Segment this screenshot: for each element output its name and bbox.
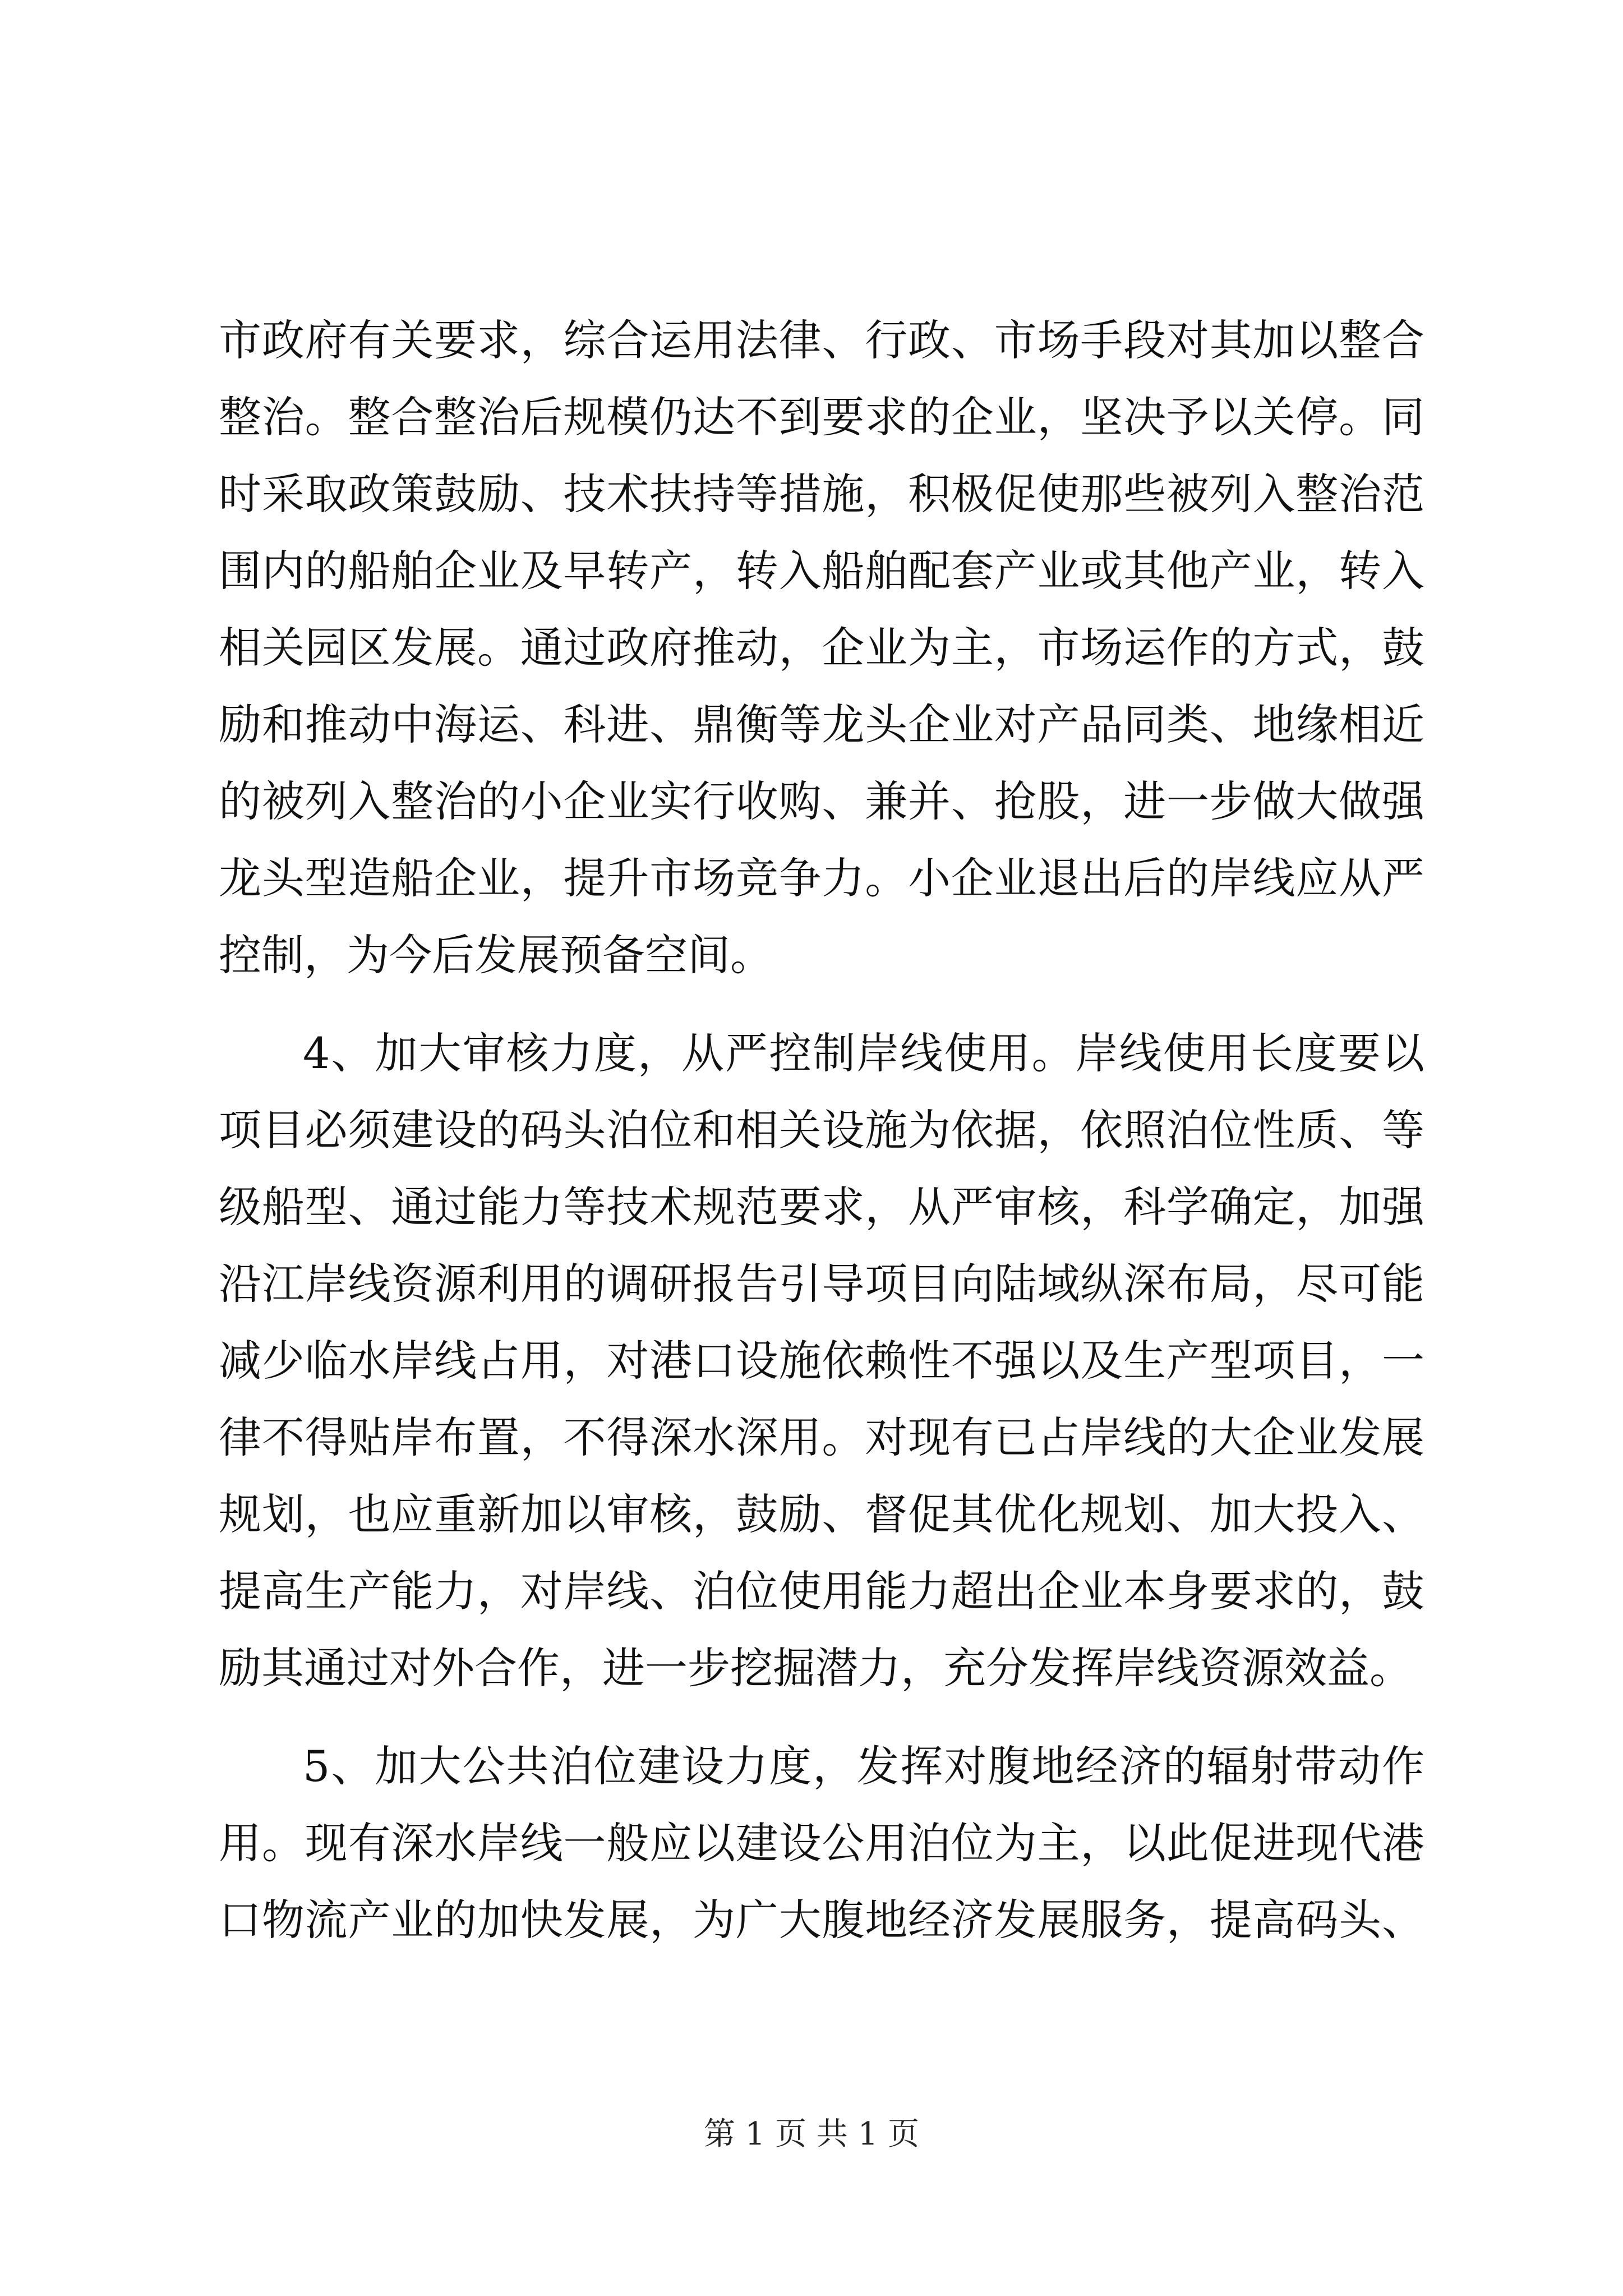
text-line: 市政府有关要求，综合运用法律、行政、市场手段对其加以整合 bbox=[219, 315, 1424, 365]
document-body bbox=[219, 302, 1424, 1958]
text-line: 提高生产能力，对岸线、泊位使用能力超出企业本身要求的，鼓 bbox=[219, 1566, 1424, 1616]
text-line: 励和推动中海运、科进、鼎衡等龙头企业对产品同类、地缘相近 bbox=[219, 700, 1424, 749]
text-line: 励其通过对外合作，进一步挖掘潜力，充分发挥岸线资源效益。 bbox=[219, 1643, 1412, 1693]
text-line: 龙头型造船企业，提升市场竞争力。小企业退出后的岸线应从严 bbox=[219, 853, 1424, 903]
text-line: 围内的船舶企业及早转产，转入船舶配套产业或其他产业，转入 bbox=[219, 546, 1424, 596]
text-line: 时采取政策鼓励、技术扶持等措施，积极促使那些被列入整治范 bbox=[219, 469, 1424, 519]
text-line: 级船型、通过能力等技术规范要求，从严审核，科学确定，加强 bbox=[219, 1182, 1424, 1232]
text-line: 相关园区发展。通过政府推动，企业为主，市场运作的方式，鼓 bbox=[219, 623, 1424, 673]
text-line: 沿江岸线资源利用的调研报告引导项目向陆域纵深布局，尽可能 bbox=[219, 1259, 1424, 1309]
text-line: 减少临水岸线占用，对港口设施依赖性不强以及生产型项目，一 bbox=[219, 1336, 1424, 1386]
page-footer: 第 1 页 共 1 页 bbox=[703, 2116, 920, 2152]
text-line: 项目必须建设的码头泊位和相关设施为依据，依照泊位性质、等 bbox=[219, 1105, 1424, 1155]
text-line: 整治。整合整治后规模仍达不到要求的企业，坚决予以关停。同 bbox=[219, 392, 1424, 442]
text-line: 口物流产业的加快发展，为广大腹地经济发展服务，提高码头、 bbox=[219, 1895, 1424, 1945]
text-line: 的被列入整治的小企业实行收购、兼并、抢股，进一步做大做强 bbox=[219, 776, 1424, 826]
text-line-paragraph-start: 5、加大公共泊位建设力度，发挥对腹地经济的辐射带动作 bbox=[303, 1741, 1424, 1791]
text-line: 规划，也应重新加以审核，鼓励、督促其优化规划、加大投入、 bbox=[219, 1489, 1424, 1539]
text-line: 律不得贴岸布置，不得深水深用。对现有已占岸线的大企业发展 bbox=[219, 1412, 1424, 1462]
text-line: 用。现有深水岸线一般应以建设公用泊位为主，以此促进现代港 bbox=[219, 1818, 1424, 1868]
text-line: 控制，为今后发展预备空间。 bbox=[219, 930, 773, 980]
text-line-paragraph-start: 4、加大审核力度，从严控制岸线使用。岸线使用长度要以 bbox=[303, 1028, 1424, 1078]
